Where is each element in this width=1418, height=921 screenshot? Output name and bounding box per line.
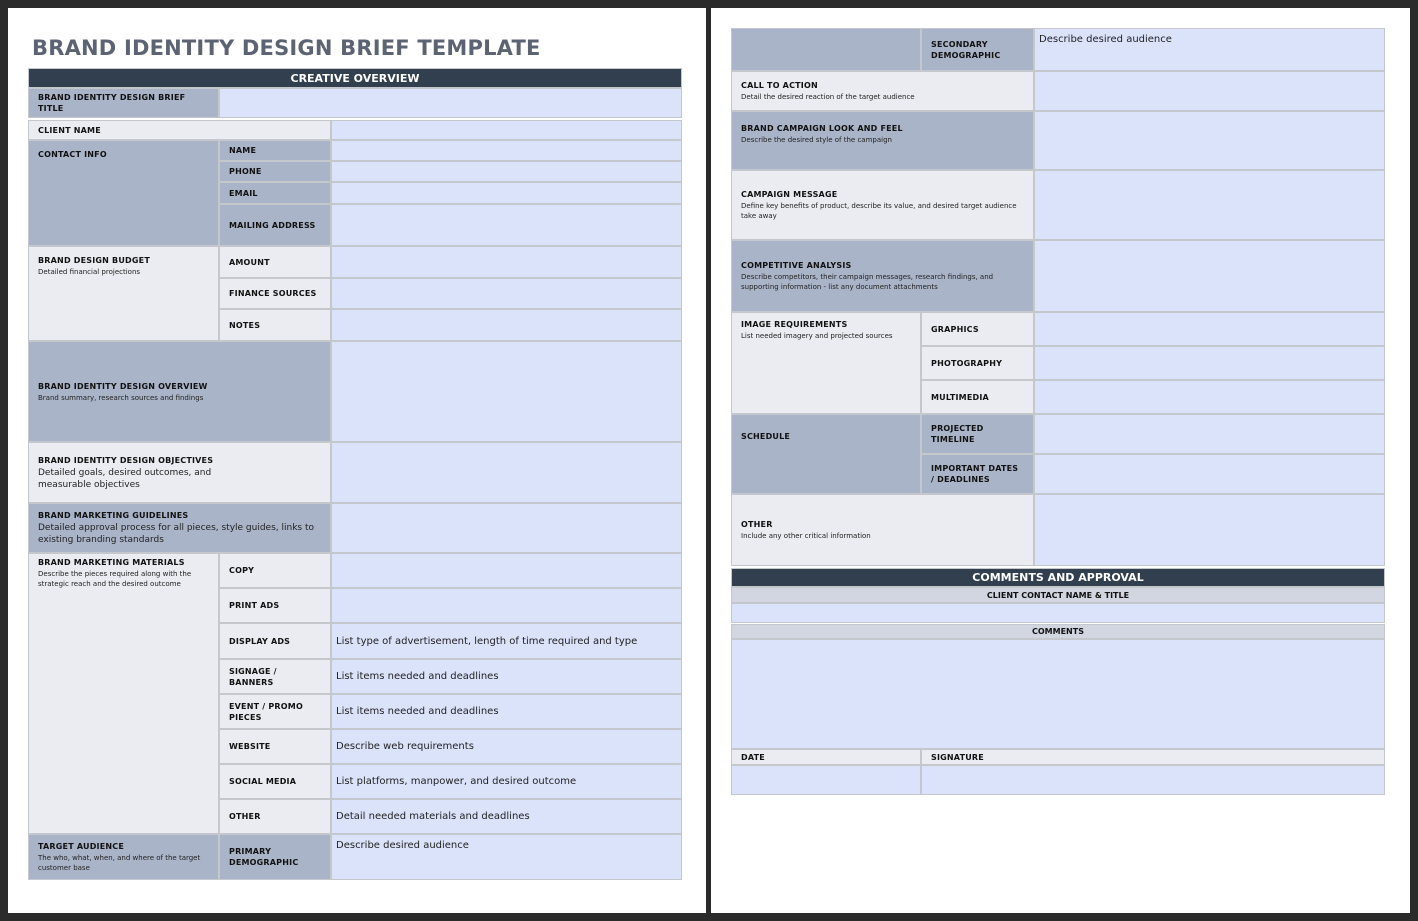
- input-campaign-message[interactable]: [1034, 170, 1385, 240]
- input-brief-title[interactable]: [219, 88, 682, 118]
- label-competitive-analysis: COMPETITIVE ANALYSIS Describe competitors, their campaign messages, research findings, and supporting information - list any document attachments: [731, 240, 1034, 312]
- label-print-ads: PRINT ADS: [219, 588, 331, 623]
- label-phone: PHONE: [219, 161, 331, 182]
- label-website: WEBSITE: [219, 729, 331, 764]
- input-important-dates[interactable]: [1034, 454, 1385, 494]
- label-graphics: GRAPHICS: [921, 312, 1034, 346]
- label-campaign-look-feel: BRAND CAMPAIGN LOOK AND FEEL Describe the desired style of the campaign: [731, 111, 1034, 170]
- input-signage-banners[interactable]: List items needed and deadlines: [331, 659, 682, 694]
- section-header-comments-approval: COMMENTS AND APPROVAL: [731, 568, 1385, 587]
- label-display-ads: DISPLAY ADS: [219, 623, 331, 659]
- input-brand-identity-overview[interactable]: [331, 341, 682, 442]
- input-client-name[interactable]: [331, 120, 682, 140]
- page-left: [8, 8, 706, 913]
- input-website[interactable]: Describe web requirements: [331, 729, 682, 764]
- input-event-promo[interactable]: List items needed and deadlines: [331, 694, 682, 729]
- input-phone[interactable]: [331, 161, 682, 182]
- label-contact-info: CONTACT INFO: [28, 140, 219, 246]
- label-other-materials: OTHER: [219, 799, 331, 834]
- input-copy[interactable]: [331, 553, 682, 588]
- label-brand-marketing-guidelines: BRAND MARKETING GUIDELINES Detailed approval process for all pieces, style guides, links to existing branding standards: [28, 503, 331, 553]
- input-amount[interactable]: [331, 246, 682, 278]
- label-copy: COPY: [219, 553, 331, 588]
- label-call-to-action: CALL TO ACTION Detail the desired reaction of the target audience: [731, 71, 1034, 111]
- input-competitive-analysis[interactable]: [1034, 240, 1385, 312]
- input-notes[interactable]: [331, 309, 682, 341]
- input-signature[interactable]: [921, 765, 1385, 795]
- label-secondary-demographic: SECONDARY DEMOGRAPHIC: [921, 28, 1034, 71]
- input-name[interactable]: [331, 140, 682, 161]
- label-notes: NOTES: [219, 309, 331, 341]
- label-event-promo: EVENT / PROMO PIECES: [219, 694, 331, 729]
- label-comments: COMMENTS: [731, 624, 1385, 639]
- input-call-to-action[interactable]: [1034, 71, 1385, 111]
- label-primary-demographic: PRIMARY DEMOGRAPHIC: [219, 834, 331, 880]
- label-mailing-address: MAILING ADDRESS: [219, 204, 331, 246]
- label-projected-timeline: PROJECTED TIMELINE: [921, 414, 1034, 454]
- input-projected-timeline[interactable]: [1034, 414, 1385, 454]
- label-date: DATE: [731, 749, 921, 765]
- label-amount: AMOUNT: [219, 246, 331, 278]
- input-brand-identity-objectives[interactable]: [331, 442, 682, 503]
- input-social-media[interactable]: List platforms, manpower, and desired outcome: [331, 764, 682, 799]
- label-name: NAME: [219, 140, 331, 161]
- input-mailing-address[interactable]: [331, 204, 682, 246]
- input-comments[interactable]: [731, 639, 1385, 749]
- label-campaign-message: CAMPAIGN MESSAGE Define key benefits of product, describe its value, and desired target audience take away: [731, 170, 1034, 240]
- input-email[interactable]: [331, 182, 682, 204]
- input-secondary-demographic[interactable]: Describe desired audience: [1034, 28, 1385, 71]
- label-client-contact: CLIENT CONTACT NAME & TITLE: [731, 587, 1385, 603]
- label-social-media: SOCIAL MEDIA: [219, 764, 331, 799]
- label-email: EMAIL: [219, 182, 331, 204]
- label-target-audience-continued: [731, 28, 921, 71]
- label-client-name: CLIENT NAME: [28, 120, 331, 140]
- input-brand-marketing-guidelines[interactable]: [331, 503, 682, 553]
- label-brand-identity-objectives: BRAND IDENTITY DESIGN OBJECTIVES Detailed goals, desired outcomes, and measurable objectives: [28, 442, 331, 503]
- label-signage-banners: SIGNAGE / BANNERS: [219, 659, 331, 694]
- input-date[interactable]: [731, 765, 921, 795]
- input-print-ads[interactable]: [331, 588, 682, 623]
- label-multimedia: MULTIMEDIA: [921, 380, 1034, 414]
- input-primary-demographic[interactable]: Describe desired audience: [331, 834, 682, 880]
- section-header-creative-overview: CREATIVE OVERVIEW: [28, 68, 682, 88]
- label-brand-identity-overview: BRAND IDENTITY DESIGN OVERVIEW Brand summary, research sources and findings: [28, 341, 331, 442]
- label-schedule: SCHEDULE: [731, 414, 921, 494]
- page-right: [711, 8, 1410, 913]
- input-campaign-look-feel[interactable]: [1034, 111, 1385, 170]
- label-signature: SIGNATURE: [921, 749, 1385, 765]
- input-other-info[interactable]: [1034, 494, 1385, 566]
- input-other-materials[interactable]: Detail needed materials and deadlines: [331, 799, 682, 834]
- label-other-info: OTHER Include any other critical information: [731, 494, 1034, 566]
- label-finance-sources: FINANCE SOURCES: [219, 278, 331, 309]
- input-finance-sources[interactable]: [331, 278, 682, 309]
- label-target-audience: TARGET AUDIENCE The who, what, when, and where of the target customer base: [28, 834, 219, 880]
- document-title: BRAND IDENTITY DESIGN BRIEF TEMPLATE: [32, 36, 541, 60]
- label-image-requirements: IMAGE REQUIREMENTS List needed imagery and projected sources: [731, 312, 921, 414]
- input-client-contact[interactable]: [731, 603, 1385, 623]
- input-display-ads[interactable]: List type of advertisement, length of time required and type: [331, 623, 682, 659]
- label-important-dates: IMPORTANT DATES / DEADLINES: [921, 454, 1034, 494]
- label-photography: PHOTOGRAPHY: [921, 346, 1034, 380]
- label-brand-design-budget: BRAND DESIGN BUDGET Detailed financial projections: [28, 246, 219, 341]
- label-brief-title: BRAND IDENTITY DESIGN BRIEF TITLE: [28, 88, 219, 118]
- label-brand-marketing-materials: BRAND MARKETING MATERIALS Describe the pieces required along with the strategic reach and the desired outcome: [28, 553, 219, 834]
- input-multimedia[interactable]: [1034, 380, 1385, 414]
- input-photography[interactable]: [1034, 346, 1385, 380]
- input-graphics[interactable]: [1034, 312, 1385, 346]
